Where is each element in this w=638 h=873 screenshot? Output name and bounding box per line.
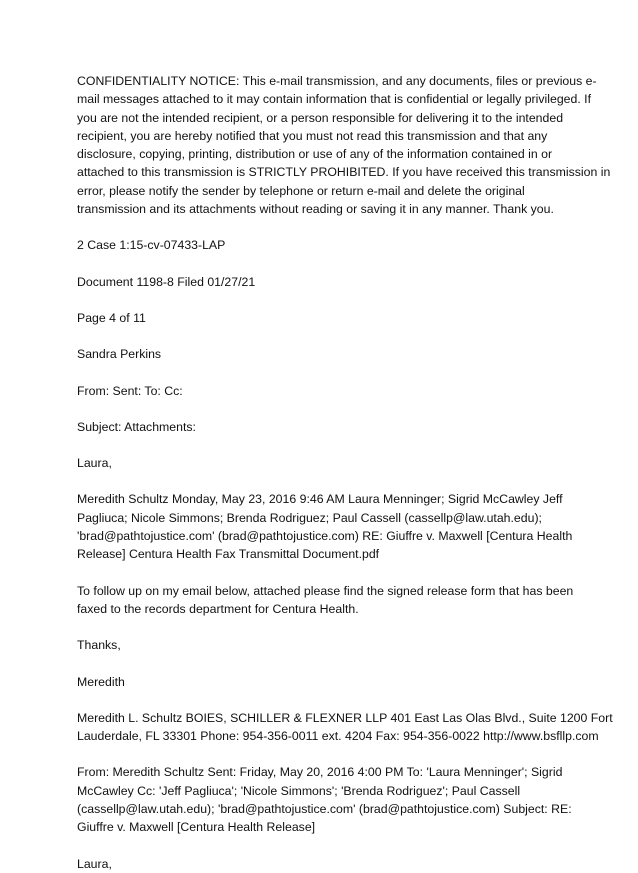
text-line: Sandra Perkins (77, 347, 162, 362)
document-filed (77, 273, 576, 291)
confidentiality-notice (77, 72, 611, 218)
subject-attachments-fields (77, 418, 576, 436)
text-line: CONFIDENTIALITY NOTICE: This e-mail transmission, and any documents, files or previous e- (77, 74, 597, 88)
text-line: Thanks, (77, 638, 121, 653)
text-line: mail messages attached to it may contain information that is confidential or legally privileged. If (77, 92, 591, 107)
text-line: Pagliuca; Nicole Simmons; Brenda Rodriguez; Paul Cassell (cassellp@law.utah.edu); (77, 510, 542, 525)
text-line: you are not the intended recipient, or a person responsible for delivering it to the intended (77, 110, 564, 125)
text-line: McCawley Cc: 'Jeff Pagliuca'; 'Nicole Simmons'; 'Brenda Rodriguez'; Paul Cassell (77, 783, 521, 798)
page-number (77, 309, 576, 327)
text-line: attached to this transmission is STRICTLY PROHIBITED. If you have received this transmission in (77, 165, 611, 180)
text-line: Release] Centura Health Fax Transmittal Document.pdf (77, 547, 380, 562)
text-line: 'brad@pathtojustice.com' (brad@pathtojustice.com) RE: Giuffre v. Maxwell [Centura Health (77, 529, 573, 544)
salutation (77, 454, 576, 472)
text-line: Page 4 of 11 (77, 310, 146, 325)
text-line: Document 1198-8 Filed 01/27/21 (77, 274, 256, 289)
text-line: Laura, (77, 456, 112, 471)
text-line: faxed to the records department for Centura Health. (77, 601, 359, 616)
signature-name (77, 673, 576, 691)
text-line: To follow up on my email below, attached please find the signed release form that has been (77, 583, 574, 598)
header-fields (77, 382, 576, 400)
text-line: Giuffre v. Maxwell [Centura Health Release] (77, 820, 316, 835)
text-line: From: Sent: To: Cc: (77, 383, 183, 398)
text-line: From: Meredith Schultz Sent: Friday, May 20, 2016 4:00 PM To: 'Laura Menninger'; Sigrid (77, 765, 563, 780)
text-line: Laura, (77, 856, 112, 871)
text-line: (cassellp@law.utah.edu); 'brad@pathtojustice.com' (brad@pathtojustice.com) Subject: RE: (77, 802, 572, 817)
text-line: Meredith L. Schultz BOIES, SCHILLER & FLEXNER LLP 401 East Las Olas Blvd., Suite 1200 Fort (77, 710, 613, 725)
signature-block (77, 709, 613, 746)
text-line: Lauderdale, FL 33301 Phone: 954-356-0011 ext. 4204 Fax: 954-356-0022 http://www.bsfllp.com (77, 729, 599, 744)
case-number (77, 236, 576, 254)
closing (77, 636, 576, 654)
text-line: Meredith Schultz Monday, May 23, 2016 9:46 AM Laura Menninger; Sigrid McCawley Jeff (77, 492, 563, 507)
text-line: recipient, you are hereby notified that you must not read this transmission and that any (77, 128, 548, 143)
forwarded-email-header (77, 763, 576, 836)
text-line: 2 Case 1:15-cv-07433-LAP (77, 238, 226, 253)
text-line: transmission and its attachments without reading or saving it in any manner. Thank you. (77, 202, 554, 217)
recipient-name (77, 345, 576, 363)
text-line: disclosure, copying, printing, distribution or use of any of the information contained in or (77, 147, 553, 162)
forwarded-salutation (77, 855, 576, 873)
email-header-values (77, 490, 576, 563)
text-line: Subject: Attachments: (77, 419, 196, 434)
text-line: error, please notify the sender by telephone or return e-mail and delete the original (77, 183, 525, 198)
email-body (77, 582, 576, 619)
text-line: Meredith (77, 674, 125, 689)
